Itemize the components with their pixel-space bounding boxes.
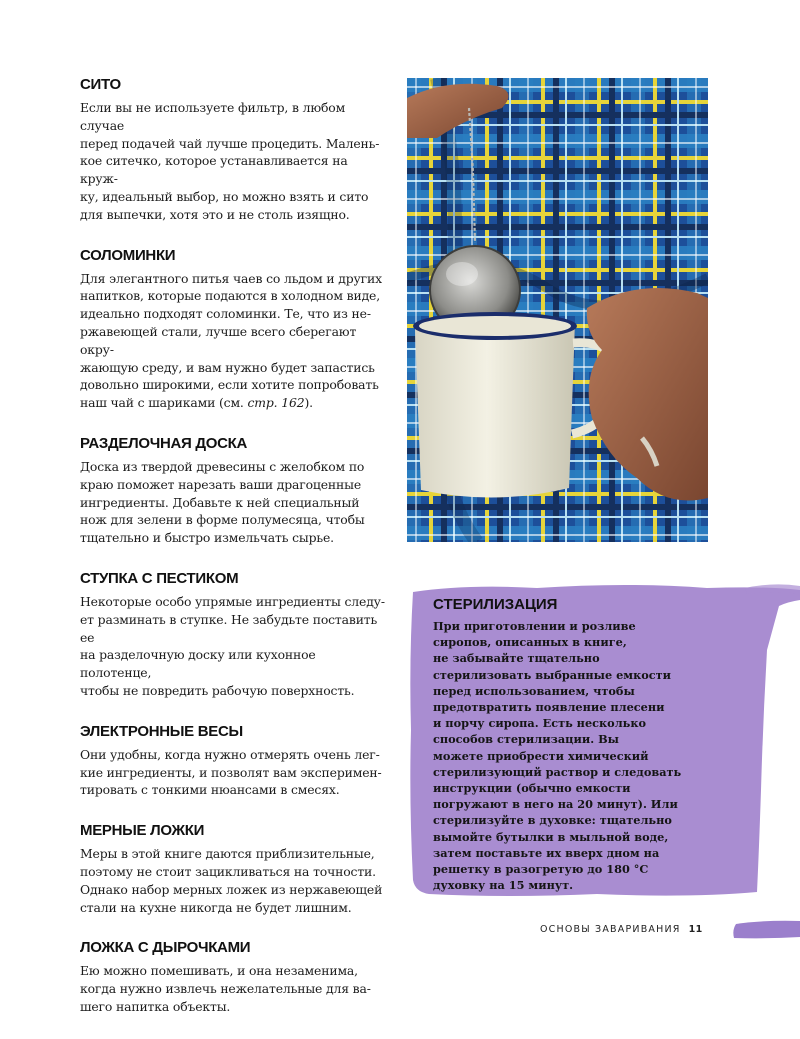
text-line: идеально подходят соломинки. Те, что из не-	[80, 306, 371, 322]
text-line: жающую среду, и вам нужно будет запастись	[80, 359, 375, 375]
section-heading: СИТО	[80, 76, 121, 93]
section-sito	[80, 76, 385, 224]
section-body	[80, 270, 385, 412]
section-body	[80, 458, 385, 547]
footer-tab-decoration	[732, 918, 800, 940]
page-number: 11	[688, 924, 703, 935]
text-line: наш чай с шариками (см.	[80, 395, 248, 411]
section-cutting-board	[80, 435, 385, 547]
text-line: Доска из твердой древесины с желобком по	[80, 458, 365, 474]
text-line: перед использованием, чтобы	[433, 683, 635, 698]
text-line: Они удобны, когда нужно отмерять очень лег-	[80, 746, 380, 762]
section-slotted-spoon	[80, 939, 385, 1015]
text-line: когда нужно извлечь нежелательные для ва-	[80, 981, 371, 997]
text-line: Некоторые особо упрямые ингредиенты следу-	[80, 593, 385, 609]
text-line: Ею можно помешивать, и она незаменима,	[80, 963, 358, 979]
text-line: стерилизовать выбранные емкости	[433, 667, 672, 682]
text-line: Если вы не используете фильтр, в любом случае	[80, 100, 346, 133]
text-line: не забывайте тщательно	[433, 651, 600, 666]
text-line: краю поможет нарезать ваши драгоценные	[80, 476, 362, 492]
text-line: сиропов, описанных в книге,	[433, 635, 627, 650]
sidebar-heading: СТЕРИЛИЗАЦИЯ	[433, 596, 558, 613]
tea-infuser-photo	[407, 78, 708, 542]
section-heading: СОЛОМИНКИ	[80, 246, 176, 264]
plaid-shirt-illustration	[407, 78, 708, 542]
text-line: инструкции (обычно емкости	[433, 781, 631, 796]
text-line: на разделочную доску или кухонное полотенце,	[80, 647, 316, 681]
text-line: кие ингредиенты, и позволят вам эксперимен-	[80, 764, 382, 780]
text-line: и порчу сиропа. Есть несколько	[433, 716, 647, 731]
text-line: предотвратить появление плесени	[433, 700, 665, 715]
section-scales	[80, 723, 385, 799]
text-line: ет разминать в ступке. Не забудьте поставить ее	[80, 611, 378, 645]
left-column	[80, 76, 385, 1039]
text-line: стерилизующий раствор и следовать	[433, 764, 682, 779]
text-line: довольно широкими, если хотите попробовать	[80, 377, 379, 393]
sidebar-body	[433, 618, 708, 893]
text-line: стали на кухне никогда не будет лишним.	[80, 899, 352, 915]
text-line: тщательно и быстро измельчать сырье.	[80, 530, 334, 546]
page-reference-link[interactable]: стр. 162	[247, 395, 305, 411]
text-line: При приготовлении и розливе	[433, 619, 636, 633]
text-line: способов стерилизации. Вы	[433, 732, 620, 747]
text-line: шего напитка объекты.	[80, 998, 231, 1014]
text-line: решетку в разогретую до 180 °С	[433, 862, 649, 877]
page-footer	[540, 924, 703, 935]
text-line: вымойте бутылки в мыльной воде,	[433, 829, 669, 844]
text-line: тировать с тонкими нюансами в смесях.	[80, 782, 340, 798]
section-heading: СТУПКА С ПЕСТИКОМ	[80, 569, 239, 587]
sidebar-content	[433, 596, 708, 893]
text-line: Для элегантного питья чаев со льдом и других	[80, 270, 382, 286]
text-line: напитков, которые подаются в холодном виде,	[80, 288, 381, 304]
text-line: духовку на 15 минут.	[433, 878, 574, 893]
chapter-title: ОСНОВЫ ЗАВАРИВАНИЯ	[540, 924, 681, 935]
section-body	[80, 593, 385, 700]
text-line: стерилизуйте в духовке: тщательно	[433, 813, 672, 828]
section-heading: МЕРНЫЕ ЛОЖКИ	[80, 822, 205, 840]
section-body	[80, 962, 385, 1015]
text-line: для выпечки, хотя это и не столь изящно.	[80, 206, 350, 222]
text-line: чтобы не повредить рабочую поверхность.	[80, 682, 355, 698]
text-line: ку, идеальный выбор, но можно взять и сито	[80, 188, 369, 204]
text-line: Однако набор мерных ложек из нержавеющей	[80, 881, 383, 897]
text-line: перед подачей чай лучше процедить. Малень-	[80, 135, 380, 151]
text-line: нож для зелени в форме полумесяца, чтобы	[80, 512, 365, 528]
text-line: погружают в него на 20 минут). Или	[433, 797, 678, 812]
text-line: можете приобрести химический	[433, 748, 649, 763]
text-line: затем поставьте их вверх дном на	[433, 845, 660, 860]
text-line: кое ситечко, которое устанавливается на круж-	[80, 153, 348, 187]
section-heading: ЛОЖКА С ДЫРОЧКАМИ	[80, 939, 251, 957]
sterilization-sidebar	[407, 580, 800, 900]
section-measuring-spoons	[80, 822, 385, 916]
section-heading: РАЗДЕЛОЧНАЯ ДОСКА	[80, 434, 248, 452]
text-line: ржавеющей стали, лучше всего сберегают окру-	[80, 323, 357, 357]
text-line: поэтому не стоит зацикливаться на точности.	[80, 863, 376, 879]
text-line: ).	[304, 395, 313, 411]
text-line: ингредиенты. Добавьте к ней специальный	[80, 494, 360, 510]
text-line: Меры в этой книге даются приблизительные,	[80, 846, 375, 862]
section-body	[80, 746, 385, 799]
section-mortar	[80, 570, 385, 700]
section-body	[80, 845, 385, 916]
section-heading: ЭЛЕКТРОННЫЕ ВЕСЫ	[80, 722, 243, 740]
section-body	[80, 99, 385, 224]
section-straws	[80, 247, 385, 412]
